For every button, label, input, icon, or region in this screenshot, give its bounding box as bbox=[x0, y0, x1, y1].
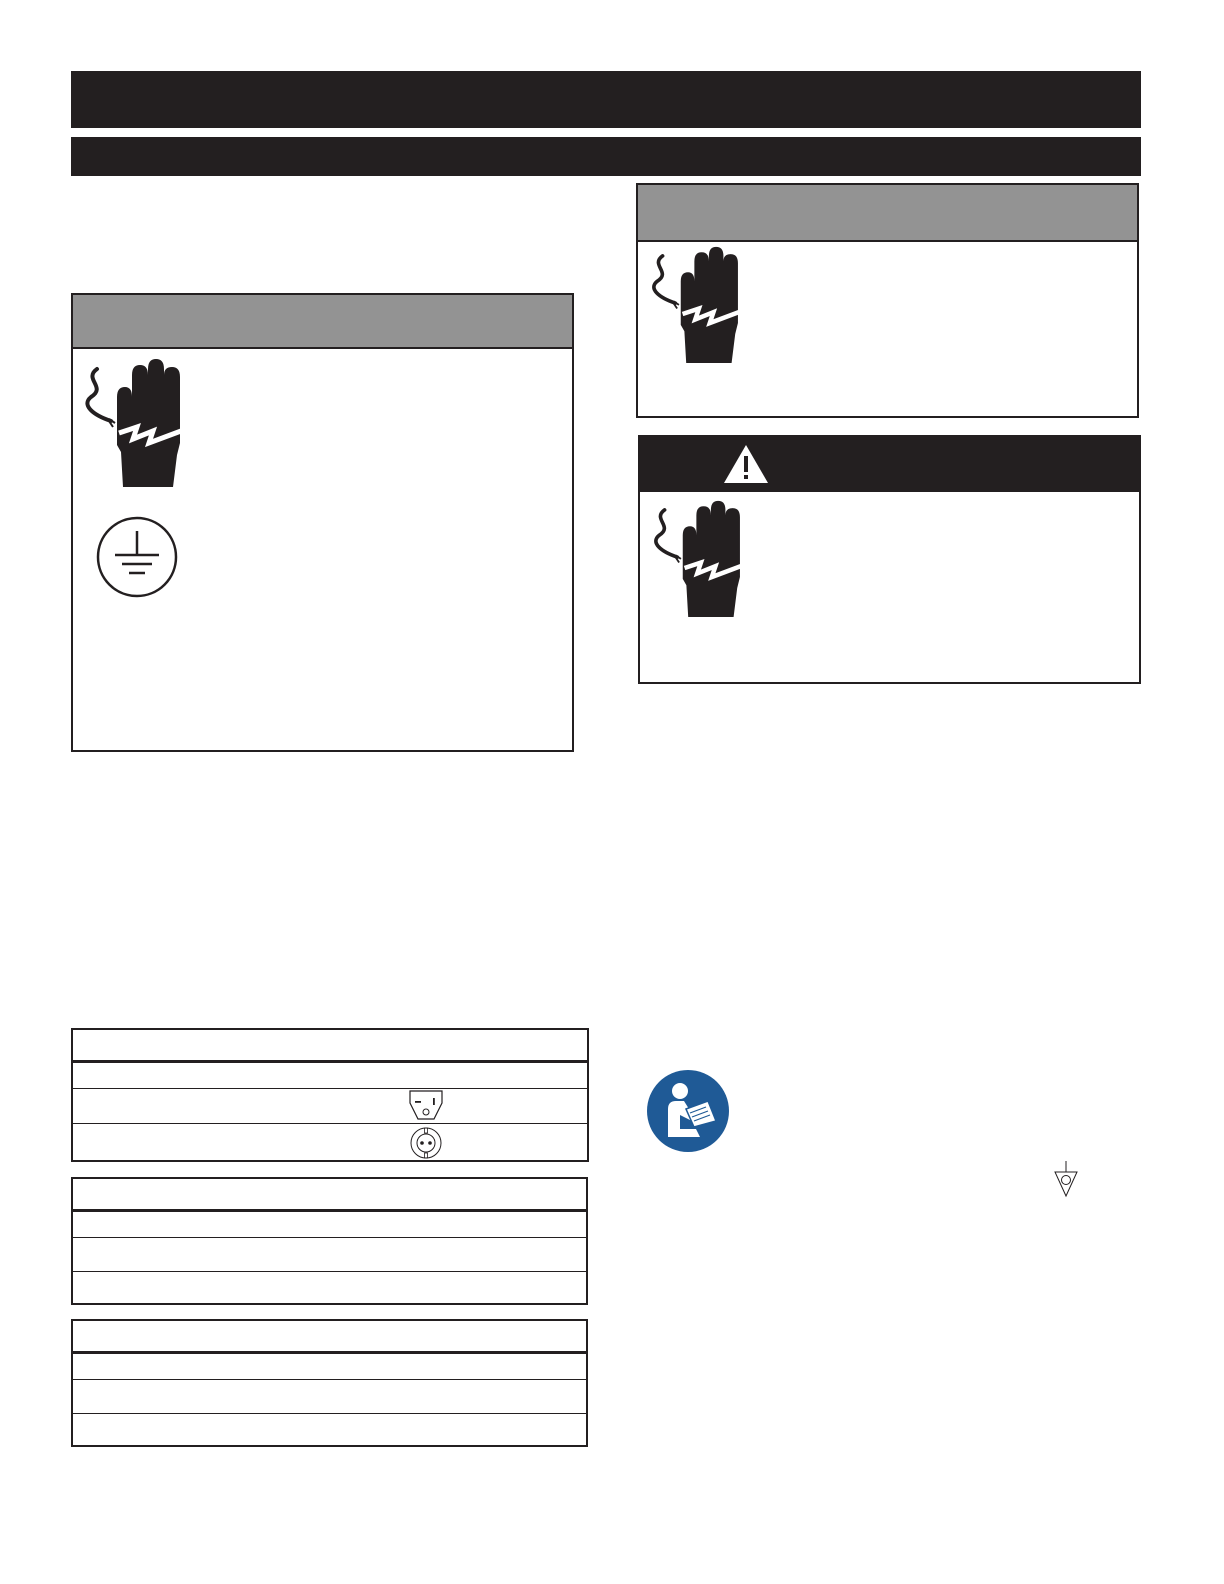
page-header-bar bbox=[71, 71, 1141, 128]
table-row bbox=[73, 1030, 587, 1063]
read-manual-icon bbox=[646, 1069, 730, 1153]
equipotential-ground-icon bbox=[1052, 1160, 1080, 1198]
warning-triangle-icon bbox=[722, 443, 770, 485]
protective-earth-ground-icon bbox=[95, 515, 179, 599]
page-subheader-bar bbox=[71, 137, 1141, 176]
table-row bbox=[73, 1351, 586, 1380]
hazard-box-left bbox=[71, 293, 574, 752]
warning-box-header bbox=[640, 437, 1139, 492]
plug-outlet-type-a-icon bbox=[406, 1089, 446, 1121]
hazard-box-header bbox=[638, 185, 1137, 242]
warning-box bbox=[638, 435, 1141, 684]
electric-shock-hand-icon bbox=[650, 499, 750, 617]
table-row bbox=[73, 1237, 586, 1272]
spec-table-3 bbox=[71, 1319, 588, 1447]
table-row bbox=[73, 1123, 587, 1162]
table-row bbox=[73, 1060, 587, 1089]
hazard-box-header bbox=[73, 295, 572, 349]
table-row bbox=[73, 1209, 586, 1238]
electric-shock-hand-icon bbox=[81, 357, 191, 487]
table-row bbox=[73, 1088, 587, 1124]
table-row bbox=[73, 1379, 586, 1414]
electric-shock-hand-icon bbox=[648, 245, 748, 363]
table-row bbox=[73, 1271, 586, 1305]
plug-outlet-type-b-icon bbox=[409, 1126, 443, 1160]
hazard-box-right-top bbox=[636, 183, 1139, 418]
table-row bbox=[73, 1179, 586, 1212]
table-row bbox=[73, 1413, 586, 1447]
table-row bbox=[73, 1321, 586, 1354]
spec-table-1 bbox=[71, 1028, 589, 1162]
spec-table-2 bbox=[71, 1177, 588, 1305]
